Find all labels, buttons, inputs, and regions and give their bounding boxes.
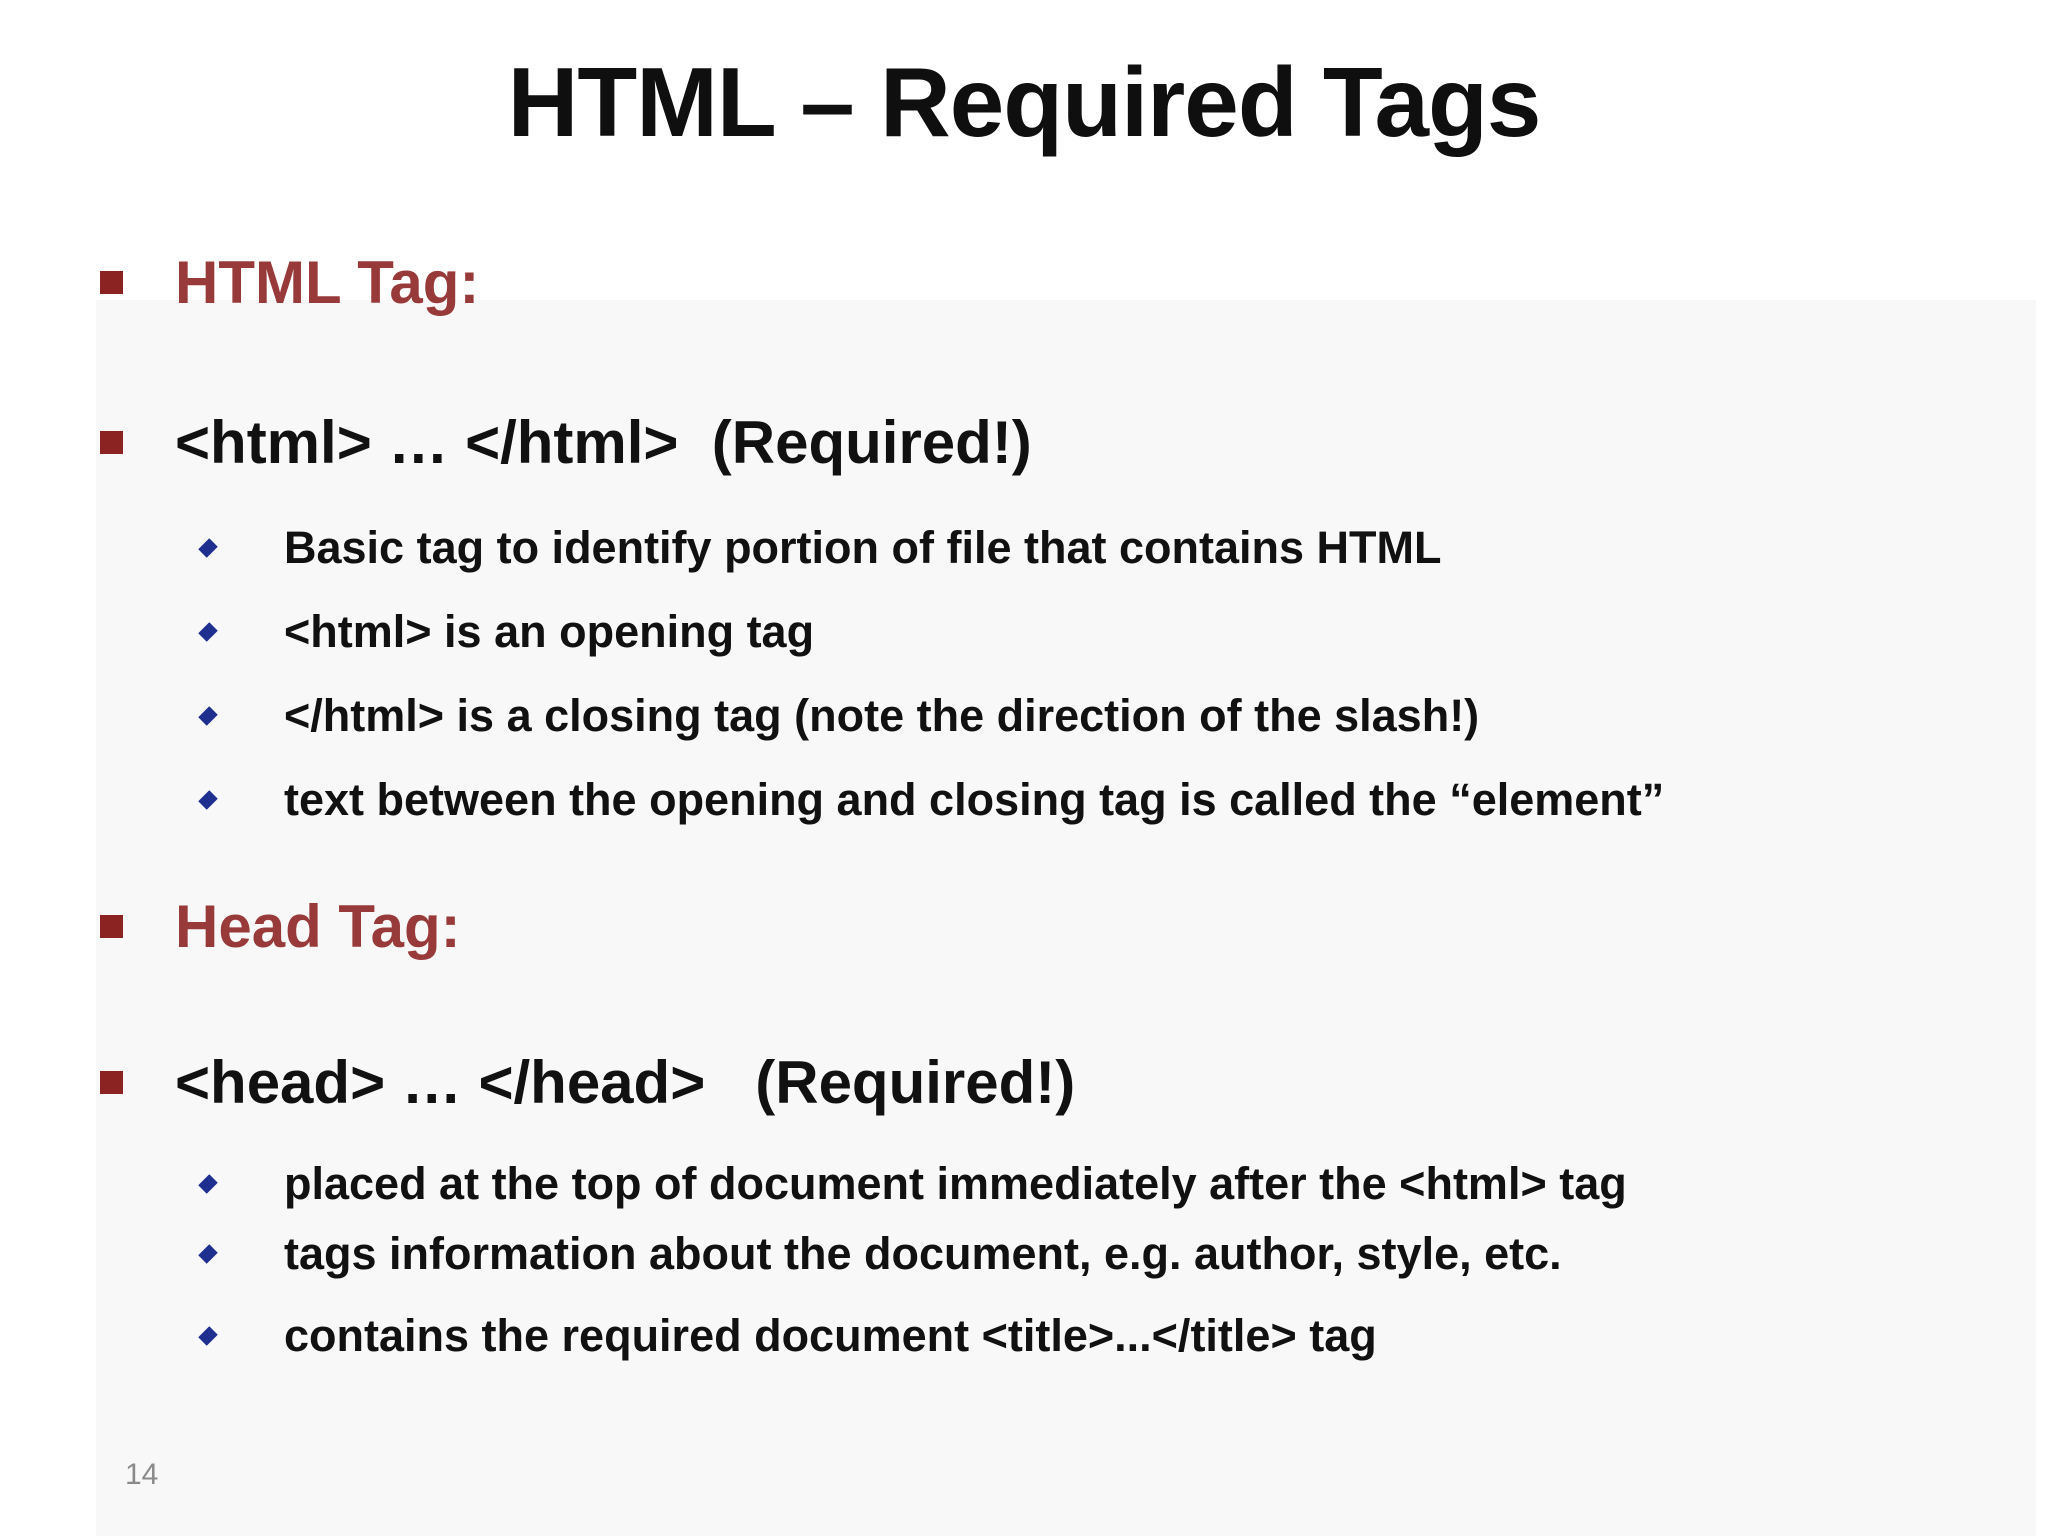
sub-point (202, 1310, 1377, 1362)
tag-line-label: <html> … </html> (Required!) (175, 409, 1032, 476)
square-bullet-icon (100, 1071, 123, 1094)
diamond-bullet-icon (198, 1244, 218, 1264)
diamond-bullet-icon (198, 706, 218, 726)
diamond-bullet-icon (198, 538, 218, 558)
sub-point (202, 522, 1442, 574)
section-heading-html-tag (100, 248, 479, 317)
sub-point-text: placed at the top of document immediately after the <html> tag (284, 1158, 1627, 1209)
square-bullet-icon (100, 271, 123, 294)
page-number: 14 (125, 1458, 159, 1491)
tag-line-label: <head> … </head> (Required!) (175, 1049, 1076, 1116)
sub-point (202, 690, 1479, 742)
slide-title: HTML – Required Tags (507, 47, 1541, 157)
sub-point (202, 1228, 1562, 1280)
section-heading-head-tag (100, 892, 461, 961)
sub-point-text: </html> is a closing tag (note the direction of the slash!) (284, 690, 1480, 741)
diamond-bullet-icon (198, 1326, 218, 1346)
tag-line-html (100, 408, 1032, 477)
section-heading-label: Head Tag: (175, 893, 461, 960)
section-heading-label: HTML Tag: (175, 249, 480, 316)
diamond-bullet-icon (198, 622, 218, 642)
sub-point-text: tags information about the document, e.g. author, style, etc. (284, 1228, 1562, 1279)
square-bullet-icon (100, 915, 123, 938)
sub-point (202, 774, 1664, 826)
sub-point (202, 1158, 1627, 1210)
sub-point-text: Basic tag to identify portion of file that contains HTML (284, 522, 1442, 573)
sub-point (202, 606, 814, 658)
tag-line-head (100, 1048, 1075, 1117)
diamond-bullet-icon (198, 790, 218, 810)
sub-point-text: <html> is an opening tag (284, 606, 815, 657)
sub-point-text: text between the opening and closing tag is called the “element” (284, 774, 1665, 825)
sub-point-text: contains the required document <title>...</title> tag (284, 1310, 1377, 1361)
diamond-bullet-icon (198, 1174, 218, 1194)
square-bullet-icon (100, 431, 123, 454)
